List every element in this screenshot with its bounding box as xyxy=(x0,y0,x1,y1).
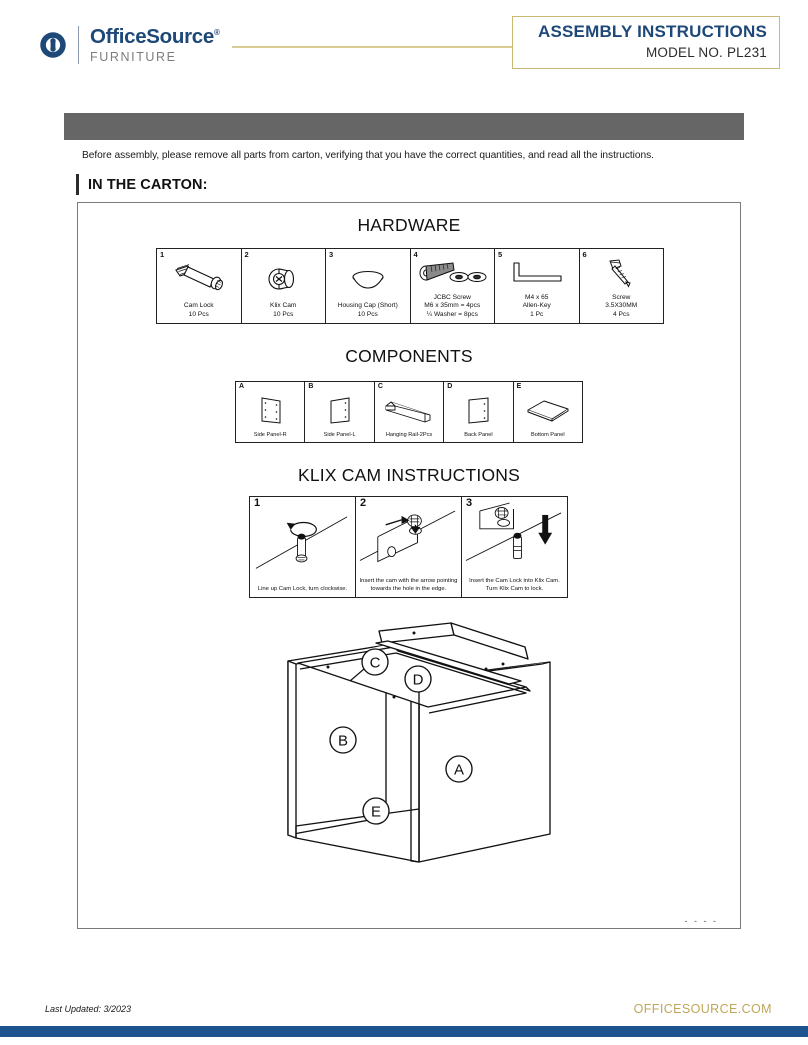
component-item-name: Back Panel xyxy=(464,432,493,438)
registered-mark: ® xyxy=(214,28,220,38)
header-gold-rule xyxy=(232,46,514,48)
component-item-name: Side Panel-R xyxy=(253,432,287,438)
side-panel-left-icon xyxy=(305,382,373,432)
hardware-item-caption xyxy=(580,294,664,323)
klix-step-caption: Insert the cam with the arrow pointing towards the hole in the edge. xyxy=(359,578,458,593)
component-item-e xyxy=(514,382,582,442)
hardware-item-number: 1 xyxy=(160,250,165,259)
last-updated-text: Last Updated: 3/2023 xyxy=(45,1004,132,1014)
klix-step-1 xyxy=(250,497,356,597)
hardware-grid xyxy=(156,248,664,324)
hardware-item-number: 6 xyxy=(582,250,587,259)
hardware-item-3 xyxy=(326,249,411,323)
logo-subtitle: FURNITURE xyxy=(90,49,177,64)
klix-section-title: KLIX CAM INSTRUCTIONS xyxy=(297,465,520,485)
hanging-rail-icon xyxy=(375,382,443,432)
hardware-item-name: Cam Lock xyxy=(183,302,214,310)
screw-icon xyxy=(580,249,664,294)
hardware-item-caption xyxy=(157,302,241,323)
component-item-name: Bottom Panel xyxy=(531,432,565,438)
component-item-name: Side Panel-L xyxy=(323,432,356,438)
klix-step-1-illustration xyxy=(250,497,355,586)
carton-contents-box xyxy=(77,202,741,929)
hardware-item-extra: 1 Pc xyxy=(530,311,544,319)
hardware-item-caption xyxy=(411,294,495,323)
hardware-item-number: 5 xyxy=(498,250,503,259)
components-grid xyxy=(235,381,583,443)
klix-step-caption: Insert the Cam Lock into Klix Cam. Turn Klix Cam to lock. xyxy=(469,578,560,593)
klix-step-caption: Line up Cam Lock, turn clockwise. xyxy=(257,586,348,593)
hardware-item-name: JCBC Screw xyxy=(433,293,471,301)
klix-step-3 xyxy=(462,497,567,597)
component-item-c xyxy=(375,382,444,442)
callout-c: C xyxy=(369,654,381,672)
cam-lock-icon xyxy=(157,249,241,302)
model-number: MODEL NO. PL231 xyxy=(645,44,767,60)
hardware-item-6 xyxy=(580,249,664,323)
hardware-item-number: 4 xyxy=(413,250,418,259)
component-item-letter: D xyxy=(447,383,453,390)
component-item-d xyxy=(444,382,513,442)
gray-divider-bar xyxy=(64,113,744,140)
in-the-carton-label: IN THE CARTON: xyxy=(88,176,208,193)
hardware-item-number: 3 xyxy=(329,250,334,259)
hardware-item-1 xyxy=(157,249,242,323)
page-edge-artifact: - - - - xyxy=(684,916,718,926)
klix-cam-icon xyxy=(242,249,326,302)
klix-step-number: 3 xyxy=(466,497,473,509)
hardware-item-caption xyxy=(326,302,410,323)
housing-cap-icon xyxy=(326,249,410,302)
callout-b: B xyxy=(337,732,349,750)
back-panel-icon xyxy=(444,382,512,432)
component-item-letter: B xyxy=(308,383,314,390)
hardware-item-2 xyxy=(242,249,327,323)
hardware-item-number: 2 xyxy=(244,250,249,259)
allen-key-icon xyxy=(495,249,579,294)
logo-wordmark xyxy=(90,27,220,48)
document-title: ASSEMBLY INSTRUCTIONS xyxy=(537,22,767,41)
component-item-name: Hanging Rail-2Pcs xyxy=(385,432,433,438)
intro-instruction-text: Before assembly, please remove all parts from carton, verifying that you have the correct quantities, and read all the instructions. xyxy=(82,150,654,161)
component-item-letter: E xyxy=(516,383,522,390)
hardware-item-caption xyxy=(242,302,326,323)
hardware-item-extra: 4 Pcs xyxy=(613,311,630,319)
brand-logo xyxy=(38,26,220,64)
bottom-panel-icon xyxy=(514,382,582,432)
hardware-item-qty: 10 Pcs xyxy=(357,311,378,319)
hardware-item-name: M4 x 65 xyxy=(525,293,549,301)
hardware-item-extra: ¼ Washer = 8pcs xyxy=(426,311,478,319)
hardware-item-qty: 3.5X30MM xyxy=(605,302,638,310)
logo-divider xyxy=(78,26,79,64)
hardware-item-qty: Allen-Key xyxy=(522,302,551,310)
component-item-letter: A xyxy=(239,383,245,390)
klix-step-number: 2 xyxy=(360,497,367,509)
hardware-item-caption xyxy=(495,294,579,323)
component-item-a xyxy=(236,382,305,442)
callout-e: E xyxy=(370,803,382,821)
page-header xyxy=(0,0,808,92)
hardware-item-name: Klix Cam xyxy=(270,302,297,310)
title-block xyxy=(512,16,780,69)
component-item-b xyxy=(305,382,374,442)
klix-step-3-illustration xyxy=(462,497,567,578)
hardware-item-4 xyxy=(411,249,496,323)
hardware-item-name: Screw xyxy=(612,293,631,301)
klix-instructions-grid xyxy=(249,496,568,598)
klix-step-number: 1 xyxy=(254,497,261,509)
website-url: OFFICESOURCE.COM xyxy=(633,1002,772,1016)
callout-a: A xyxy=(453,761,465,779)
components-section-title: COMPONENTS xyxy=(345,346,473,366)
component-item-letter: C xyxy=(377,383,383,390)
assembly-diagram xyxy=(276,621,566,879)
side-panel-right-icon xyxy=(236,382,304,432)
in-the-carton-heading xyxy=(76,174,208,195)
hardware-item-qty: M6 x 35mm = 4pcs xyxy=(424,302,481,310)
hardware-item-qty: 10 Pcs xyxy=(188,311,209,319)
hardware-item-5 xyxy=(495,249,580,323)
hardware-item-qty: 10 Pcs xyxy=(273,311,294,319)
hardware-item-name: Housing Cap (Short) xyxy=(337,302,398,310)
officesource-logo-icon xyxy=(38,30,68,60)
hardware-section-title: HARDWARE xyxy=(357,215,461,235)
footer-blue-bar xyxy=(0,1026,808,1037)
logo-name-text: OfficeSource xyxy=(90,25,214,48)
heading-accent-bar xyxy=(76,174,79,195)
callout-d: D xyxy=(412,671,424,689)
jcbc-screw-icon xyxy=(411,249,495,294)
klix-step-2 xyxy=(356,497,462,597)
klix-step-2-illustration xyxy=(356,497,461,578)
